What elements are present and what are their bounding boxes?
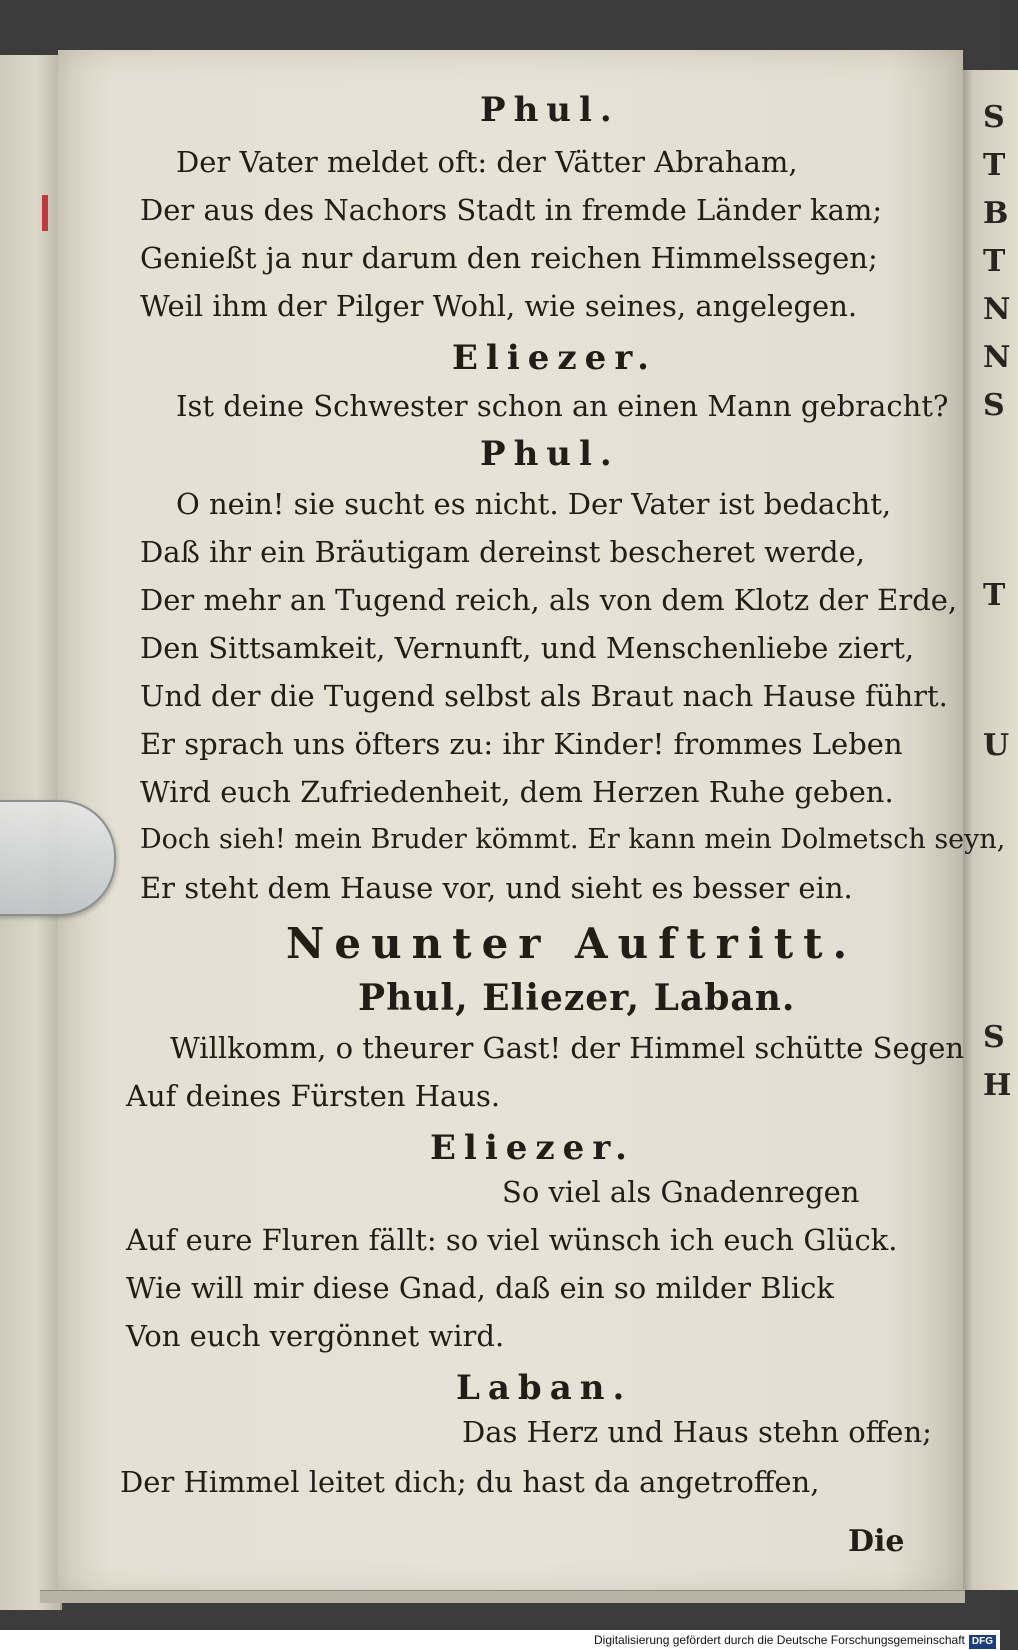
speaker-heading: Laban. xyxy=(456,1368,633,1408)
speaker-heading: Phul. xyxy=(480,434,620,474)
verse-line: Wie will mir diese Gnad, daß ein so milder Blick xyxy=(126,1271,834,1305)
footer-credit: Digitalisierung gefördert durch die Deutsche Forschungsgemeinschaft xyxy=(594,1633,965,1647)
scene-heading: Neunter Auftritt. xyxy=(286,919,858,968)
speaker-heading: Eliezer. xyxy=(430,1128,635,1168)
digitization-footer xyxy=(0,1630,1000,1650)
neighbor-letter: T xyxy=(983,578,1006,613)
neighbor-letter: T xyxy=(983,244,1006,279)
scene-characters: Phul, Eliezer, Laban. xyxy=(358,977,796,1019)
verse-line: Von euch vergönnet wird. xyxy=(126,1319,505,1353)
page-text xyxy=(58,50,1006,1595)
speaker-heading: Eliezer. xyxy=(452,338,657,378)
verse-line: So viel als Gnadenregen xyxy=(502,1175,860,1209)
red-bookmark xyxy=(42,195,48,231)
verse-line: Genießt ja nur darum den reichen Himmelssegen; xyxy=(140,241,878,275)
verse-line: Der Himmel leitet dich; du hast da angetroffen, xyxy=(120,1465,820,1499)
catchword: Die xyxy=(848,1524,905,1559)
verse-line: Wird euch Zufriedenheit, dem Herzen Ruhe geben. xyxy=(140,775,894,809)
neighbor-letter: N xyxy=(983,292,1011,327)
page-bottom-edge xyxy=(40,1590,965,1603)
verse-line: Doch sieh! mein Bruder kömmt. Er kann mein Dolmetsch seyn, xyxy=(140,824,1006,855)
verse-line: Willkomm, o theurer Gast! der Himmel schütte Segen xyxy=(170,1031,965,1065)
verse-line: O nein! sie sucht es nicht. Der Vater ist bedacht, xyxy=(176,487,892,521)
verse-line: Auf deines Fürsten Haus. xyxy=(126,1079,501,1113)
verse-line: Der mehr an Tugend reich, als von dem Klotz der Erde, xyxy=(140,583,958,617)
neighbor-letter: H xyxy=(983,1068,1012,1103)
speaker-heading: Phul. xyxy=(480,90,620,130)
verse-line: Daß ihr ein Bräutigam dereinst bescheret werde, xyxy=(140,535,865,569)
neighbor-letter: T xyxy=(983,148,1006,183)
verse-line: Das Herz und Haus stehn offen; xyxy=(462,1415,932,1449)
verse-line: Den Sittsamkeit, Vernunft, und Menschenliebe ziert, xyxy=(140,631,915,665)
page-clamp xyxy=(0,800,116,916)
neighbor-letter: U xyxy=(983,728,1010,763)
neighbor-letter: S xyxy=(983,100,1005,135)
neighbor-letter: S xyxy=(983,388,1005,423)
verse-line: Weil ihm der Pilger Wohl, wie seines, angelegen. xyxy=(140,289,858,323)
verse-line: Er steht dem Hause vor, und sieht es besser ein. xyxy=(140,871,853,905)
verse-line: Der aus des Nachors Stadt in fremde Länder kam; xyxy=(140,193,883,227)
verse-line: Der Vater meldet oft: der Vätter Abraham, xyxy=(176,145,798,179)
neighbor-letter: S xyxy=(983,1020,1005,1055)
book-page xyxy=(58,50,1006,1595)
dfg-badge: DFG xyxy=(969,1635,996,1649)
verse-line: Ist deine Schwester schon an einen Mann gebracht? xyxy=(176,389,949,423)
verse-line: Und der die Tugend selbst als Braut nach Hause führt. xyxy=(140,679,948,713)
verse-line: Auf eure Fluren fällt: so viel wünsch ich euch Glück. xyxy=(126,1223,898,1257)
neighbor-letter: B xyxy=(983,196,1009,231)
neighbor-letter: N xyxy=(983,340,1011,375)
verse-line: Er sprach uns öfters zu: ihr Kinder! frommes Leben xyxy=(140,727,903,761)
